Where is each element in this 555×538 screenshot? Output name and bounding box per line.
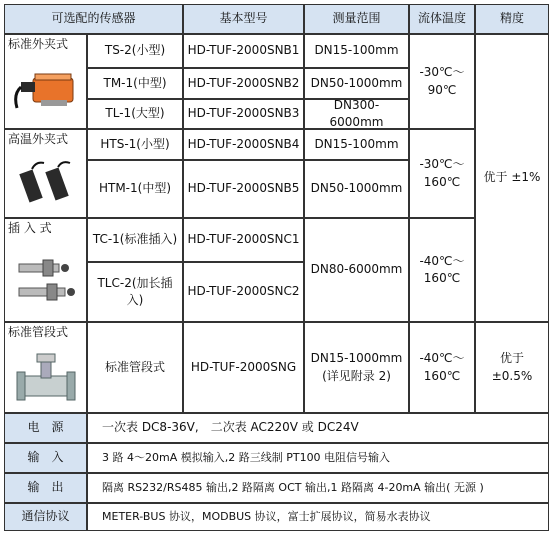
accuracy-main-cell: 优于 ±1%	[475, 34, 549, 322]
sensor-cell: 标准管段式	[87, 322, 183, 413]
accuracy-cell: 优于 ±0.5%	[475, 322, 549, 413]
group-title: 标准管段式	[8, 325, 69, 339]
model-cell: HD-TUF-2000SNB4	[183, 129, 304, 160]
model-cell: HD-TUF-2000SNC1	[183, 218, 304, 262]
clamp-sensor-image	[4, 34, 87, 129]
sensor-cell: TLC-2(加长插入)	[87, 262, 183, 322]
spec-label-input: 输 入	[4, 443, 87, 473]
sensor-cell: TM-1(中型)	[87, 68, 183, 99]
range-cell: DN50-1000mm	[304, 68, 409, 99]
model-cell: HD-TUF-2000SNB1	[183, 34, 304, 68]
temp-cell: -40℃～160℃	[409, 218, 475, 322]
model-cell: HD-TUF-2000SNG	[183, 322, 304, 413]
range-cell: DN50-1000mm	[304, 160, 409, 218]
model-cell: HD-TUF-2000SNB3	[183, 99, 304, 129]
spec-grid	[5, 5, 550, 532]
header-accuracy: 精度	[475, 4, 549, 34]
high-temp-sensor-icon	[18, 161, 74, 211]
temp-cell: -40℃～160℃	[409, 322, 475, 413]
high-temp-sensor-image	[4, 129, 87, 218]
sensor-cell: TC-1(标准插入)	[87, 218, 183, 262]
spec-label-output: 输 出	[4, 473, 87, 503]
range-cell: DN15-100mm	[304, 34, 409, 68]
clamp-sensor-icon	[13, 64, 79, 112]
range-cell: DN15-100mm	[304, 129, 409, 160]
sensor-cell: HTM-1(中型)	[87, 160, 183, 218]
pipe-section-sensor-image	[4, 322, 87, 413]
header-range: 测量范围	[304, 4, 409, 34]
sensor-cell: TS-2(小型)	[87, 34, 183, 68]
group-title: 标准外夹式	[8, 37, 69, 51]
range-cell: DN80-6000mm	[304, 218, 409, 322]
group-title: 插 入 式	[8, 221, 52, 235]
model-cell: HD-TUF-2000SNC2	[183, 262, 304, 322]
group-title: 高温外夹式	[8, 132, 69, 146]
model-cell: HD-TUF-2000SNB2	[183, 68, 304, 99]
sensor-cell: TL-1(大型)	[87, 99, 183, 129]
pipe-section-icon	[13, 350, 79, 406]
spec-value-power: 一次表 DC8-36V, 二次表 AC220V 或 DC24V	[87, 413, 549, 443]
temp-cell: -30℃～160℃	[409, 129, 475, 218]
range-cell: DN300-6000mm	[304, 99, 409, 129]
sensor-cell: HTS-1(小型)	[87, 129, 183, 160]
model-cell: HD-TUF-2000SNB5	[183, 160, 304, 218]
spec-value-protocol: METER-BUS 协议，MODBUS 协议，富士扩展协议，简易水表协议	[87, 503, 549, 531]
header-temp: 流体温度	[409, 4, 475, 34]
insertion-sensor-icon	[13, 258, 79, 314]
spec-value-output: 隔离 RS232/RS485 输出,2 路隔离 OCT 输出,1 路隔离 4-20mA 输出( 无源 )	[87, 473, 549, 503]
spec-label-power: 电 源	[4, 413, 87, 443]
spec-label-protocol: 通信协议	[4, 503, 87, 531]
range-cell: DN15-1000mm (详见附录 2)	[304, 322, 409, 413]
header-model: 基本型号	[183, 4, 304, 34]
spec-value-input: 3 路 4～20mA 模拟输入,2 路三线制 PT100 电阻信号输入	[87, 443, 549, 473]
header-sensor: 可选配的传感器	[4, 4, 183, 34]
temp-cell: -30℃～90℃	[409, 34, 475, 129]
insertion-sensor-image	[4, 218, 87, 322]
